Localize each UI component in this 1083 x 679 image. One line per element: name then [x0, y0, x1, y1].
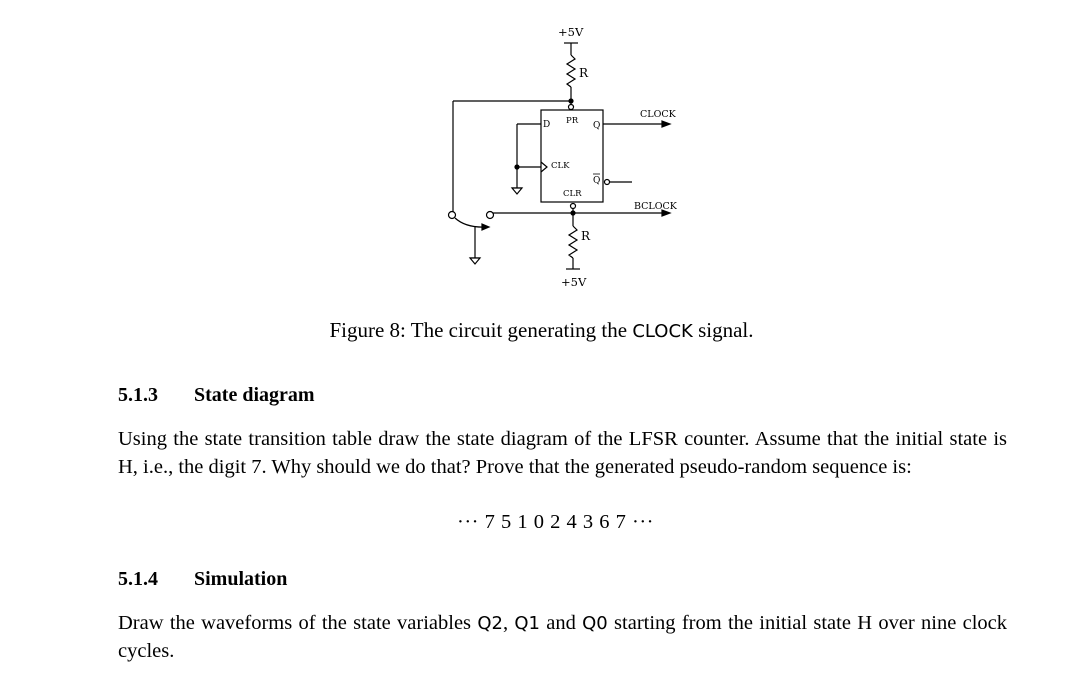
figure-caption: Figure 8: The circuit generating the CLOCK signal.: [329, 318, 754, 342]
r-bottom-label: R: [581, 229, 591, 243]
section-number: 5.1.3: [118, 384, 158, 406]
pr-label: PR: [566, 116, 579, 126]
clock-signal-name: CLOCK: [632, 321, 693, 342]
resistor-bottom: [569, 226, 577, 258]
section-heading-state-diagram: [118, 384, 315, 407]
var-q0: Q0: [582, 613, 608, 634]
simulation-paragraph: Draw the waveforms of the state variables Q2, Q1 and Q0 starting from the initial state H over nine clock cycles.: [118, 612, 1007, 662]
circuit-diagram: [0, 0, 1083, 310]
bclock-output-label: BCLOCK: [634, 201, 677, 212]
d-label: D: [543, 120, 551, 130]
switch-arm: [455, 218, 486, 227]
section-number: 5.1.4: [118, 568, 158, 590]
var-q2: Q2: [477, 613, 503, 634]
ground-icon: [470, 258, 480, 264]
switch-contact-right: [487, 212, 494, 219]
section-heading-simulation: [118, 568, 287, 591]
section-title: Simulation: [194, 568, 288, 590]
section-title: State diagram: [194, 384, 315, 406]
r-top-label: R: [579, 66, 589, 80]
qbar-label: Q: [593, 176, 601, 186]
pseudo-random-sequence: ··· 7 5 1 0 2 4 3 6 7 ···: [457, 511, 654, 533]
clr-label: CLR: [563, 189, 582, 199]
state-diagram-paragraph: Using the state transition table draw the state diagram of the LFSR counter. Assume that the initial state is H, i.e., the digit 7. Why should we do that? Prove that the generated pseudo-random sequence is:: [118, 428, 1007, 478]
clk-label: CLK: [551, 161, 570, 171]
resistor-top: [567, 55, 575, 87]
vcc-top-label: +5V: [558, 25, 584, 39]
q-label: Q: [593, 121, 601, 131]
switch-contact-left: [449, 212, 456, 219]
clock-output-label: CLOCK: [640, 109, 676, 120]
vcc-bottom-label: +5V: [561, 275, 587, 289]
var-q1: Q1: [514, 613, 540, 634]
